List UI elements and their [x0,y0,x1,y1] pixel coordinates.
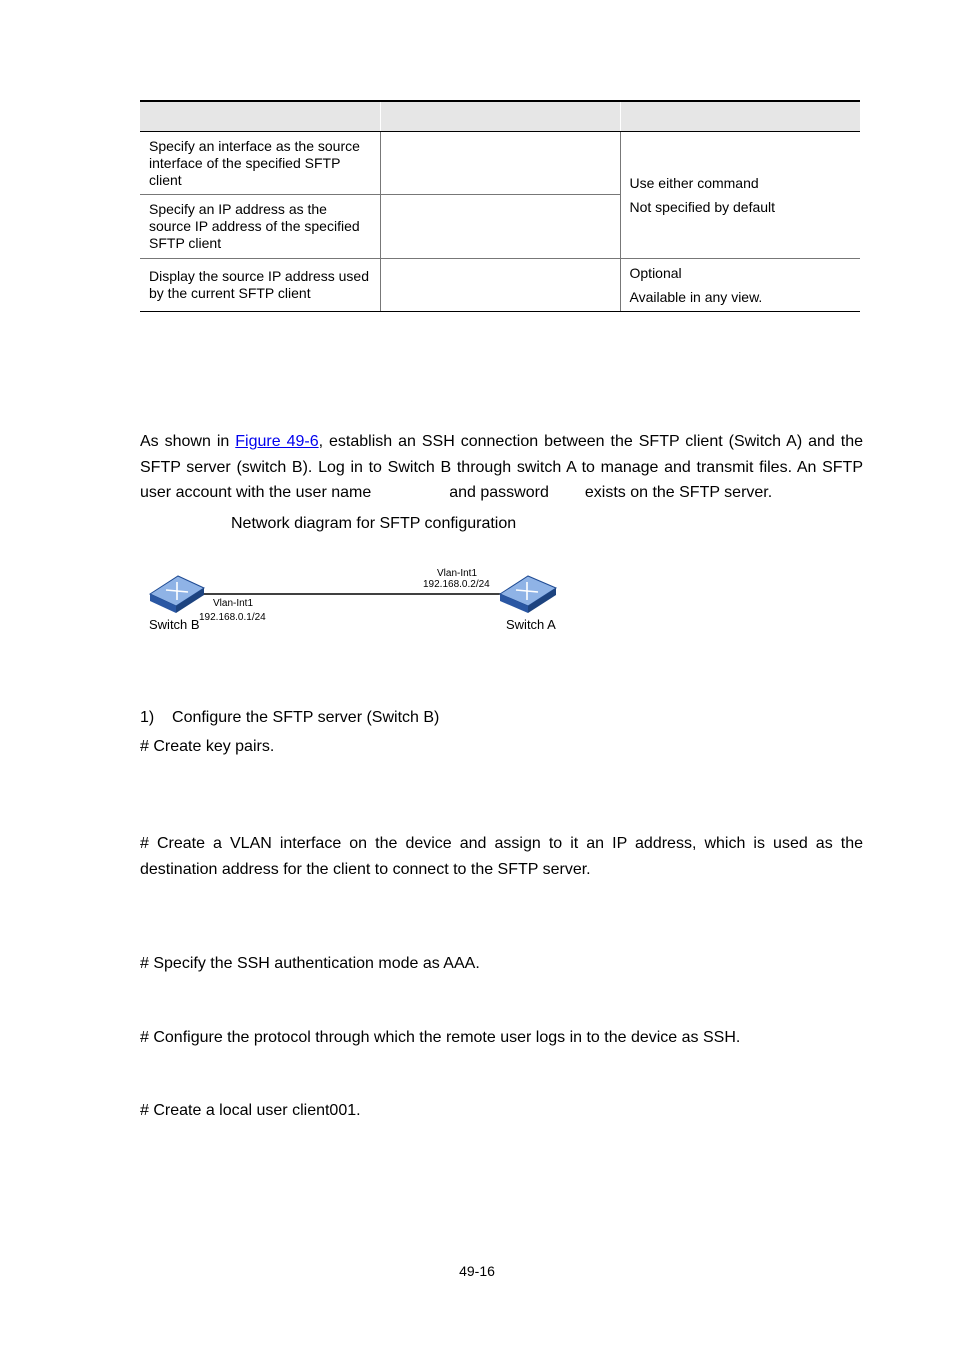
intro-paragraph [140,429,863,506]
operation-cell: Specify an interface as the source interface of the specified SFTP client [140,132,380,195]
remark-line: Available in any view. [629,288,763,305]
command-cell [380,259,620,312]
table-row [140,132,860,195]
intro-text: exists on the SFTP server. [584,484,773,501]
remark-line: Optional [629,264,682,281]
step-auth-mode: # Specify the SSH authentication mode as AAA. [140,955,480,972]
remark-cell [620,132,860,259]
switch-b-iface-label: Vlan-Int1 [213,598,254,609]
table-header-row [140,101,860,132]
switch-a-label: Switch A [506,617,556,632]
command-cell [380,195,620,259]
switch-b-icon [150,576,204,613]
remark-cell [620,259,860,312]
operation-cell: Specify an IP address as the source IP address of the specified SFTP client [140,195,380,259]
intro-text: As shown in [140,433,236,450]
figure-link[interactable]: Figure 49-6 [235,433,319,450]
step-1-heading: 1) Configure the SFTP server (Switch B) [140,709,440,726]
step-create-vlan: # Create a VLAN interface on the device and assign to it an IP address, which is used as the destination address for the client to connect to the SFTP server. [140,835,863,878]
config-table [140,100,860,312]
page-number: 49-16 [459,1263,495,1279]
remark-line: Not specified by default [629,198,776,215]
header-cell-command [380,101,620,132]
remark-line: Use either command [629,174,759,191]
step-create-key-pairs: # Create key pairs. [140,738,275,755]
switch-a-icon [500,576,556,613]
table-row [140,259,860,312]
header-cell-remarks [620,101,860,132]
switch-a-ip-label: 192.168.0.2/24 [423,579,490,590]
switch-a-iface-label: Vlan-Int1 [437,568,478,579]
switch-b-ip-label: 192.168.0.1/24 [199,612,266,623]
command-cell [380,132,620,195]
intro-text: and password [449,484,549,501]
network-diagram [140,560,580,640]
step-create-local-user: # Create a local user client001. [140,1102,361,1119]
intro-text: , establish an SSH connection between the SFTP client (Switch A) and the SFTP server (switch B). Log in to Switch B through switch A to manage and transmit files. An SFTP user account with the user name [140,433,864,501]
switch-b-label: Switch B [149,617,200,632]
operation-cell: Display the source IP address used by the current SFTP client [140,259,380,312]
step-login-protocol: # Configure the protocol through which the remote user logs in to the device as SSH. [140,1029,741,1046]
header-cell-operation [140,101,380,132]
figure-caption: Network diagram for SFTP configuration [231,515,517,532]
